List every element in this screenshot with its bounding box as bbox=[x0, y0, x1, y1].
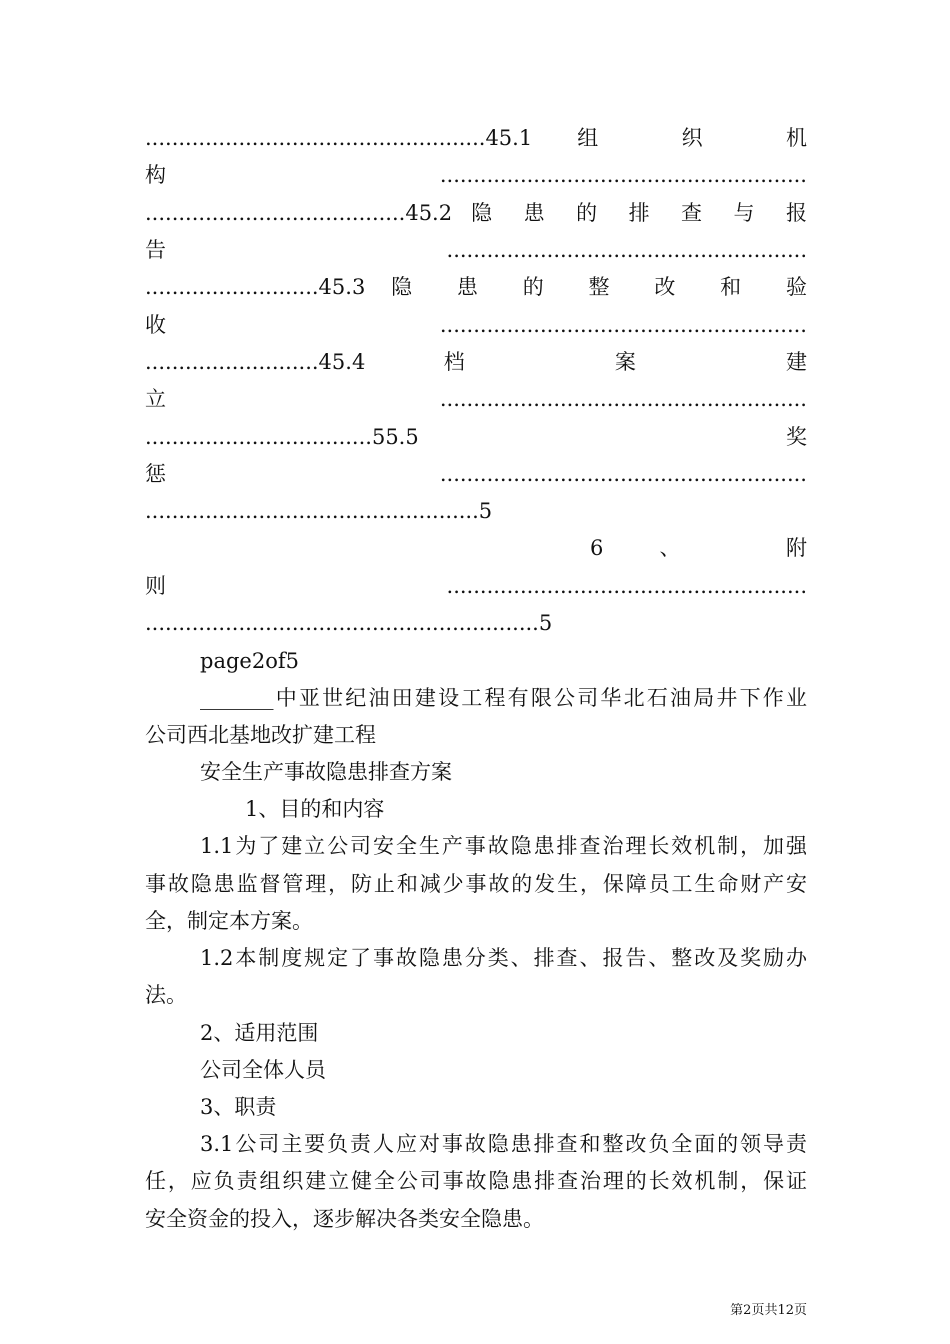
page-marker: page2of5 bbox=[200, 649, 299, 673]
toc-line: 则...................................................... bbox=[145, 574, 807, 598]
paragraph-line: 1.2本制度规定了事故隐患分类、排查、报告、整改及奖励办 bbox=[200, 946, 807, 970]
section-heading: 3、职责 bbox=[200, 1095, 277, 1119]
paragraph-line: 法。 bbox=[145, 983, 187, 1007]
project-header-line: _______中亚世纪油田建设工程有限公司华北石油局井下作业 bbox=[200, 686, 807, 710]
page-footer: 第2页共12页 bbox=[730, 1303, 807, 1318]
toc-line: ..................................................5 bbox=[145, 499, 493, 523]
toc-line: ...........................................................5 bbox=[145, 611, 553, 635]
paragraph-line: 任，应负责组织建立健全公司事故隐患排查治理的长效机制，保证 bbox=[145, 1169, 807, 1193]
toc-line: 告...................................................... bbox=[145, 238, 807, 262]
toc-line: .......................................45.2 隐 患 的 排 查 与 报 bbox=[145, 201, 807, 225]
section-heading: 2、适用范围 bbox=[200, 1021, 319, 1045]
toc-line: ..................................55.5 奖 bbox=[145, 425, 807, 449]
toc-line: 构....................................................... bbox=[145, 163, 807, 187]
paragraph-line: 1.1为了建立公司安全生产事故隐患排查治理长效机制，加强 bbox=[200, 834, 807, 858]
paragraph-line: 全，制定本方案。 bbox=[145, 909, 313, 933]
toc-line: ..........................45.3 隐 患 的 整 改 和 验 bbox=[145, 275, 807, 299]
document-title: 安全生产事故隐患排查方案 bbox=[200, 760, 452, 784]
paragraph-line: 事故隐患监督管理，防止和减少事故的发生，保障员工生命财产安 bbox=[145, 872, 807, 896]
toc-line: 收....................................................... bbox=[145, 313, 807, 337]
project-header-line: 公司西北基地改扩建工程 bbox=[145, 723, 376, 747]
toc-line: ...................................................45.1 组 织 机 bbox=[145, 126, 807, 150]
toc-line: ..........................45.4 档 案 建 bbox=[145, 350, 807, 374]
toc-line: 立....................................................... bbox=[145, 387, 807, 411]
paragraph-line: 3.1公司主要负责人应对事故隐患排查和整改负全面的领导责 bbox=[200, 1132, 807, 1156]
section-heading: 1、目的和内容 bbox=[245, 797, 385, 821]
toc-line: 惩....................................................... bbox=[145, 462, 807, 486]
paragraph-line: 公司全体人员 bbox=[200, 1058, 326, 1082]
toc-line: 6 、 附 bbox=[590, 536, 807, 560]
paragraph-line: 安全资金的投入，逐步解决各类安全隐患。 bbox=[145, 1207, 544, 1231]
